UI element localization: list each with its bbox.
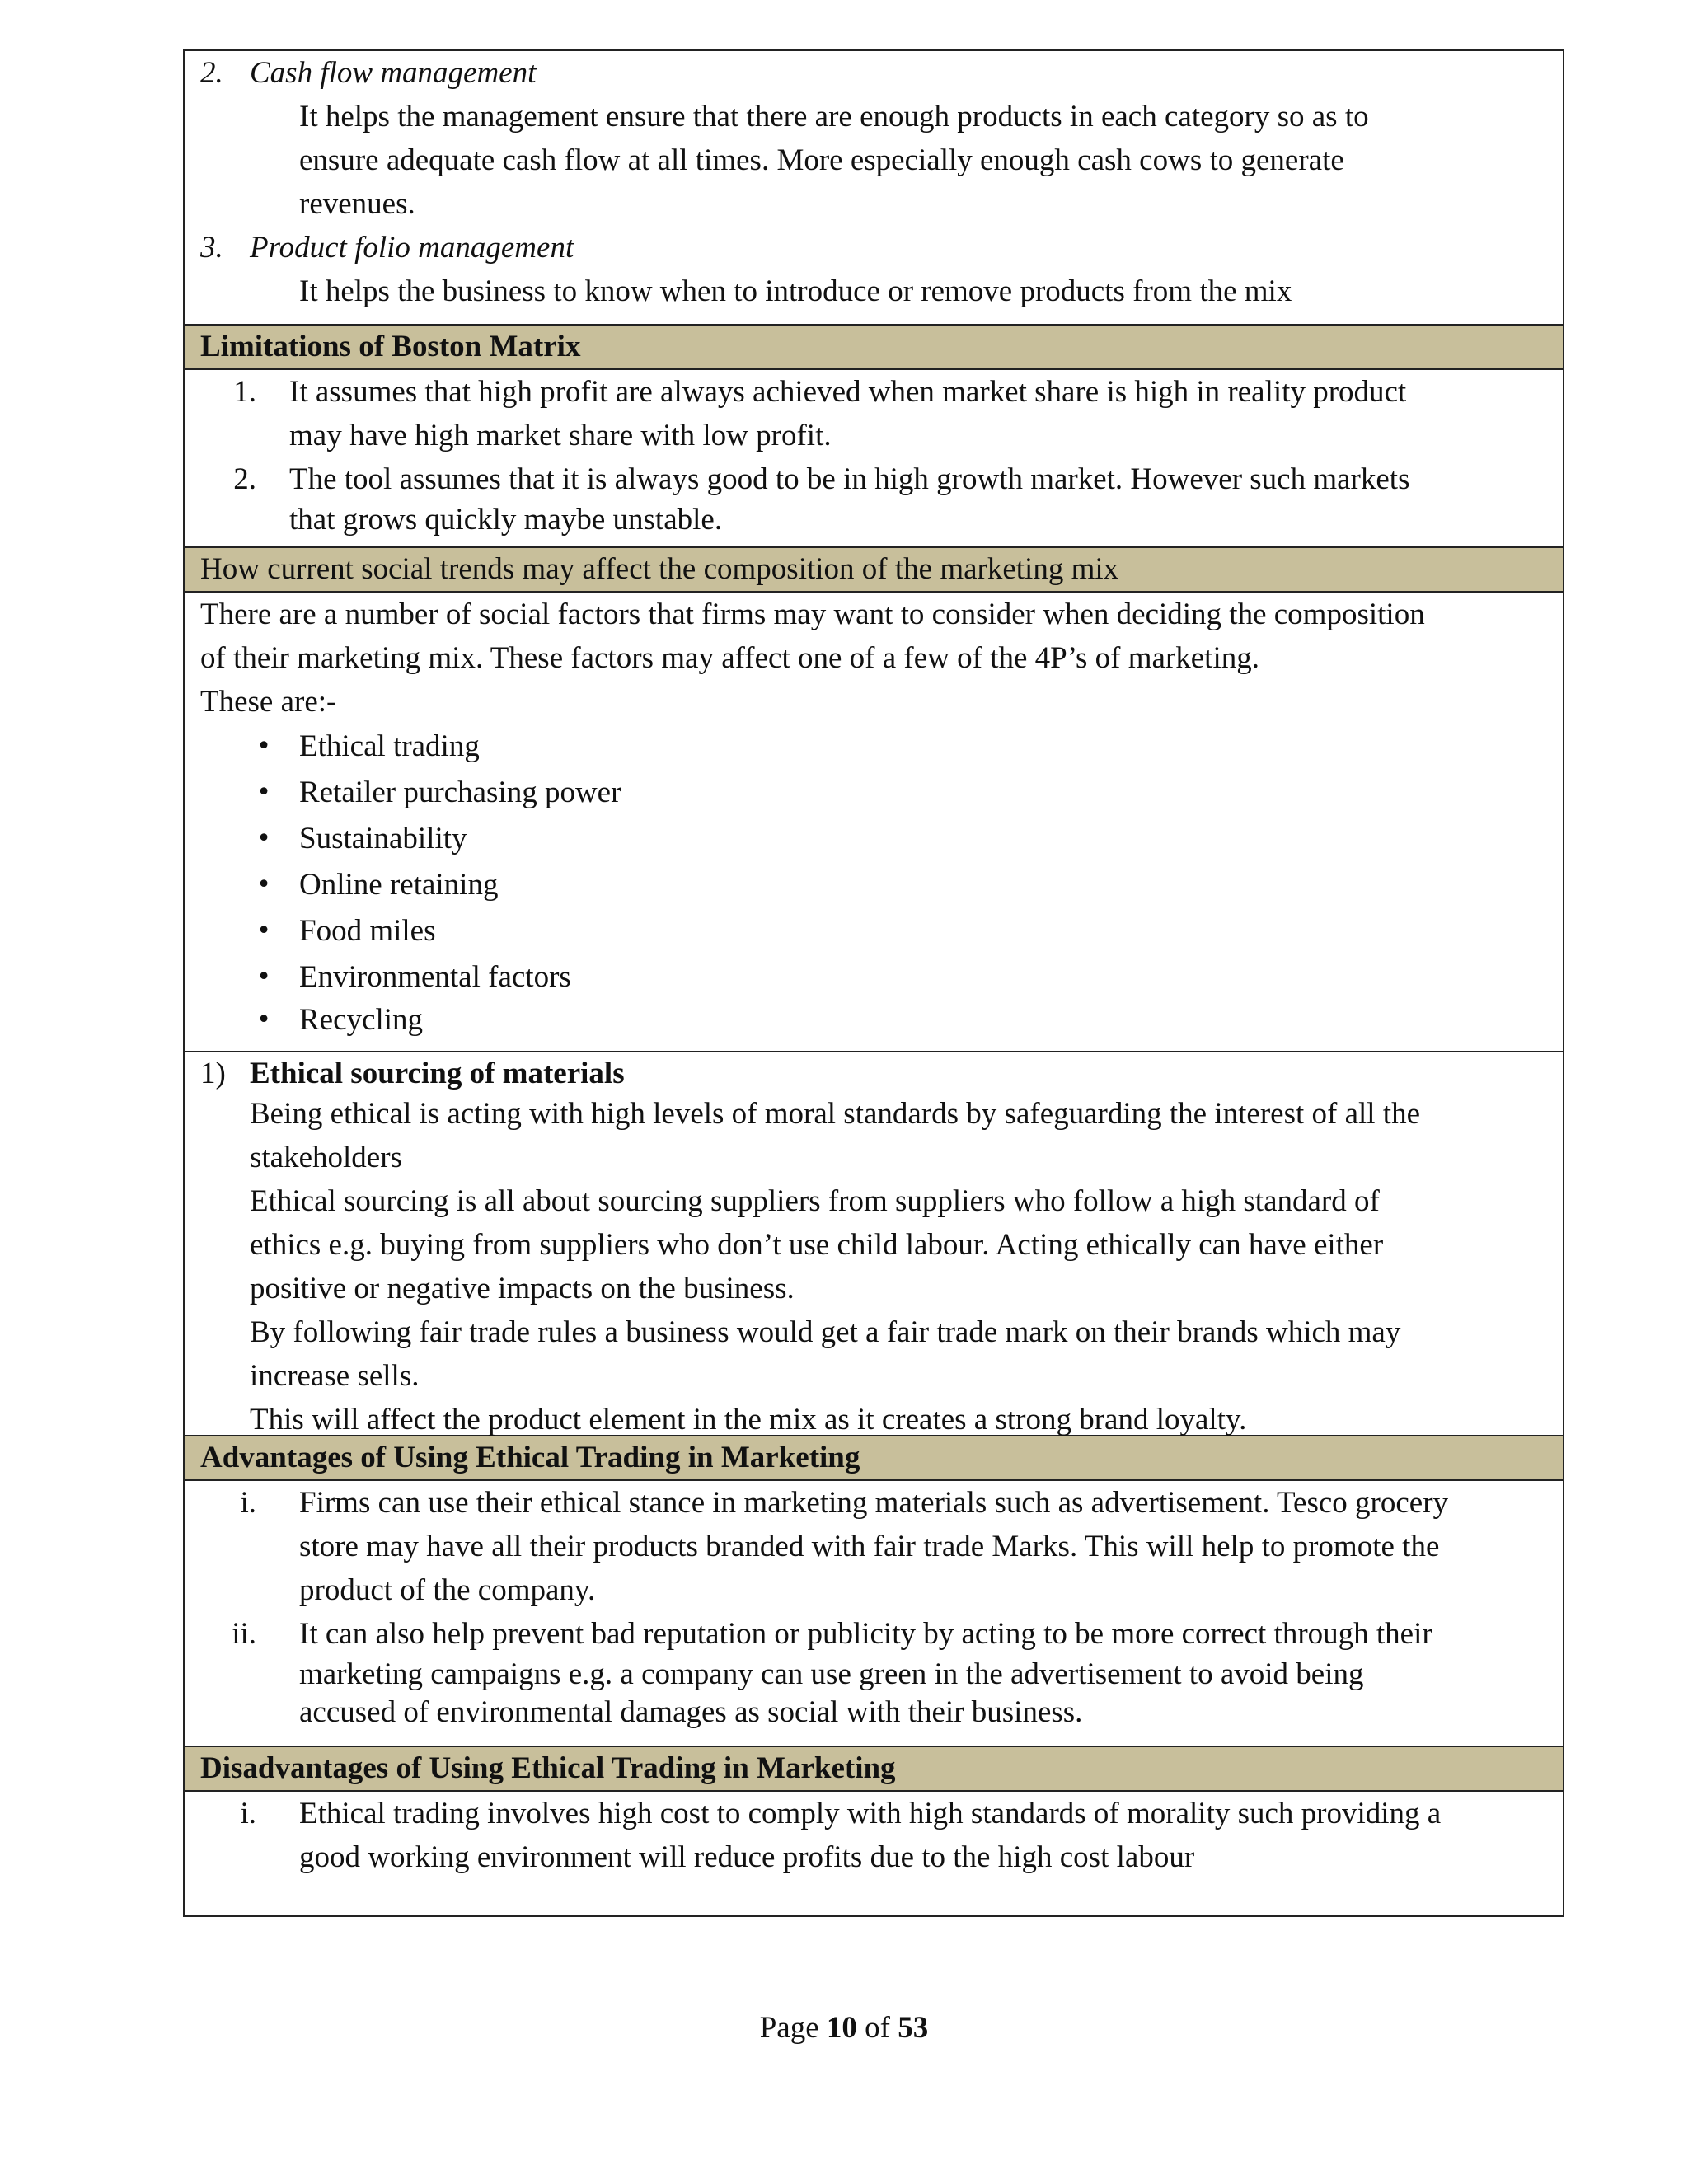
list-item: i. Firms can use their ethical stance in marketing materials such as advertisement. Tesco grocery store may have all their products branded with fair trade Marks. This will help to promote the product of the company. bbox=[240, 1486, 1449, 1607]
current-page: 10 bbox=[826, 2011, 857, 2045]
limitations-cell bbox=[185, 368, 1563, 546]
bullet-icon: • bbox=[256, 916, 271, 945]
page-footer bbox=[0, 2006, 1688, 2050]
list-item: • Sustainability bbox=[200, 816, 1551, 862]
list-item: • Food miles bbox=[200, 908, 1551, 954]
list-item: • Ethical trading bbox=[200, 724, 1551, 770]
bullet-icon: • bbox=[256, 824, 271, 853]
list-item: 1. It assumes that high profit are always achieved when market share is high in reality product may have high market share with low profit. bbox=[233, 375, 1407, 452]
list-item: 2. The tool assumes that it is always good to be in high growth market. However such markets that grows quickly maybe unstable. bbox=[233, 462, 1410, 537]
list-item: 3. Product folio management bbox=[200, 226, 1551, 269]
list-item: • Environmental factors bbox=[200, 954, 1551, 1001]
item-title: Product folio management bbox=[250, 231, 574, 265]
bullet-list bbox=[200, 724, 1551, 1040]
list-item: • Online retaining bbox=[200, 862, 1551, 908]
list-item: ii. It can also help prevent bad reputation or publicity by acting to be more correct through their marketing campaigns e.g. a company can use green in the advertisement to avoid being accused of environmental damages as social with their business. bbox=[232, 1617, 1432, 1729]
disadvantages-cell bbox=[185, 1790, 1563, 1915]
item-title: Cash flow management bbox=[250, 56, 537, 90]
advantages-cell bbox=[185, 1479, 1563, 1746]
section-header: Advantages of Using Ethical Trading in Marketing bbox=[185, 1435, 1563, 1479]
list-item: • Retailer purchasing power bbox=[200, 770, 1551, 816]
trends-cell: There are a number of social factors that firms may want to consider when deciding the composition of their marketing mix. These factors may affect one of a few of the 4P’s of marketing. These are:- • Ethical trading • Retailer purchasing power • Sustainability • Online retaining • Food miles • Environmental factors • Recycling bbox=[185, 591, 1563, 1051]
list-item: • Recycling bbox=[200, 1001, 1551, 1040]
bullet-icon: • bbox=[256, 732, 271, 761]
ethical-sourcing-cell bbox=[185, 1051, 1563, 1435]
list-item: i. Ethical trading involves high cost to comply with high standards of morality such providing a good working environment will reduce profits due to the high cost labour bbox=[240, 1797, 1442, 1874]
bullet-icon: • bbox=[256, 1005, 271, 1034]
bullet-icon: • bbox=[256, 870, 271, 899]
section-header: Limitations of Boston Matrix bbox=[185, 324, 1563, 368]
bullet-icon: • bbox=[256, 778, 271, 807]
page-label: Page bbox=[759, 2011, 819, 2045]
list-item: 1) Ethical sourcing of materials bbox=[200, 1052, 1551, 1092]
item-title: Ethical sourcing of materials bbox=[250, 1057, 625, 1090]
bullet-icon: • bbox=[256, 963, 271, 991]
section-header: How current social trends may affect the composition of the marketing mix bbox=[185, 546, 1563, 591]
paragraph: It helps the business to know when to introduce or remove products from the mix bbox=[299, 274, 1292, 308]
benefits-cell bbox=[185, 51, 1563, 324]
content-table bbox=[183, 49, 1564, 1917]
paragraph: It helps the management ensure that there are enough products in each category so as to ensure adequate cash flow at all times. More especially enough cash cows to generate revenues. bbox=[299, 100, 1369, 221]
section-header: Disadvantages of Using Ethical Trading in Marketing bbox=[185, 1746, 1563, 1790]
paragraph: Being ethical is acting with high levels of moral standards by safeguarding the interest of all the stakeholders Ethical sourcing is all about sourcing suppliers from suppliers who follow a high standard of ethics e.g. buying from suppliers who don’t use child labour. Acting ethically can have either positive or negative impacts on the business. By following fair trade rules a business would get a fair trade mark on their brands which may increase sells. This will affect the product element in the mix as it creates a strong brand loyalty. bbox=[250, 1097, 1421, 1436]
page-of: of bbox=[865, 2011, 890, 2045]
list-item: 2. Cash flow management bbox=[200, 51, 1551, 95]
total-pages: 53 bbox=[898, 2011, 929, 2045]
